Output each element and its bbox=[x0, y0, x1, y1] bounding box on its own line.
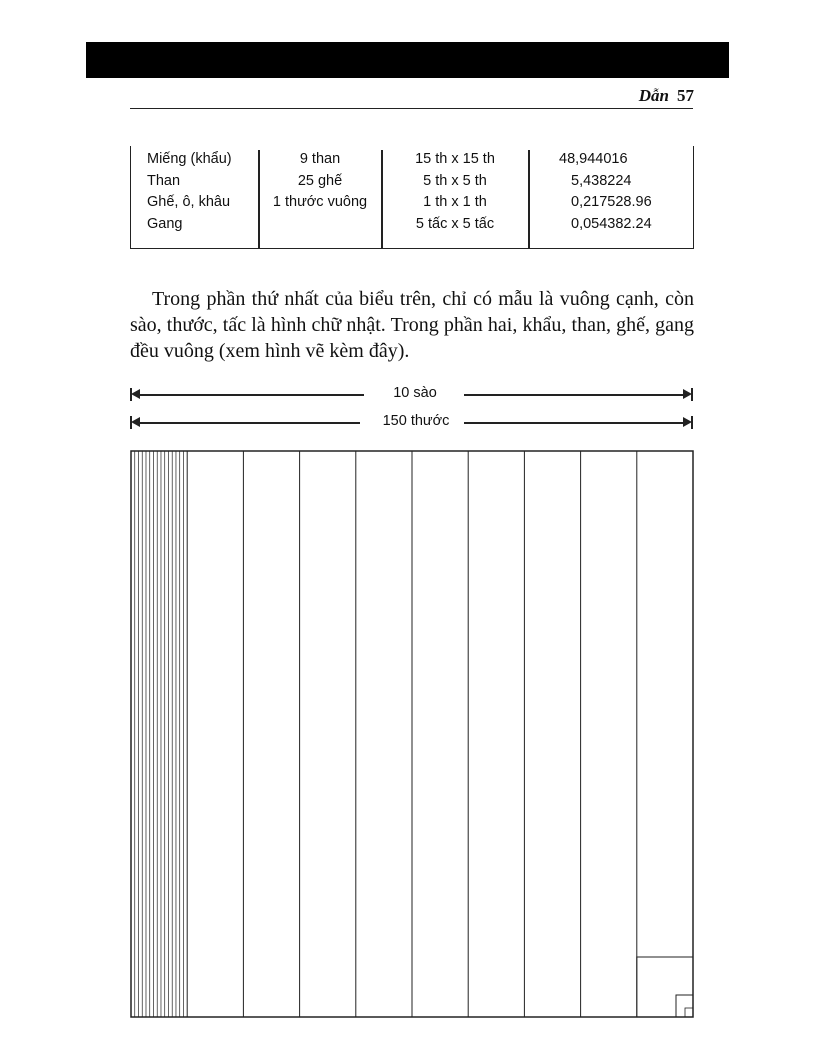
page-number: 57 bbox=[677, 86, 694, 105]
dimension-line bbox=[464, 394, 684, 396]
table-cell: 5,438224 bbox=[571, 172, 632, 189]
paragraph-text: Trong phần thứ nhất của biểu trên, chỉ có mẫu là vuông cạnh, còn sào, thước, tấc là hình chữ nhật. Trong phần hai, khẩu, than, ghế, gang đều vuông (xem hình vẽ kèm đây). bbox=[130, 288, 694, 362]
header-rule bbox=[130, 108, 693, 109]
dimension-label: 150 thước bbox=[382, 413, 450, 429]
header-black-bar bbox=[86, 42, 729, 78]
dimension-line bbox=[464, 422, 684, 424]
body-paragraph bbox=[130, 286, 694, 364]
dimension-10-sao bbox=[130, 385, 693, 405]
table-divider bbox=[528, 150, 530, 248]
dimension-label: 10 sào bbox=[393, 385, 437, 401]
table-cell: Than bbox=[147, 172, 181, 189]
table-column-3 bbox=[382, 146, 528, 248]
table-cell: 1 th x 1 th bbox=[423, 194, 487, 210]
measurement-table bbox=[130, 146, 694, 249]
corner-square bbox=[637, 957, 693, 1017]
table-cell: 0,217528.96 bbox=[571, 194, 652, 210]
table-cell: 1 thước vuông bbox=[272, 194, 368, 210]
table-column-1 bbox=[147, 146, 259, 248]
running-head bbox=[639, 86, 694, 106]
table-cell: 25 ghế bbox=[297, 172, 343, 189]
table-cell: Gang bbox=[147, 215, 183, 232]
table-cell: Miếng (khẩu) bbox=[147, 151, 232, 167]
table-cell: 9 than bbox=[299, 151, 341, 167]
table-cell: 15 th x 15 th bbox=[415, 151, 495, 167]
table-cell: 5 tấc x 5 tấc bbox=[415, 215, 495, 232]
dimension-line bbox=[138, 394, 364, 396]
table-column-2 bbox=[259, 146, 381, 248]
dimension-tick bbox=[691, 416, 693, 429]
corner-small-square bbox=[676, 995, 693, 1017]
running-head-word: Dẫn bbox=[638, 86, 669, 105]
dimension-150-thuoc bbox=[130, 413, 693, 433]
land-division-diagram bbox=[130, 450, 694, 1018]
table-cell: 48,944016 bbox=[559, 151, 628, 167]
corner-tiny-square bbox=[685, 1008, 693, 1017]
table-column-4 bbox=[541, 146, 691, 248]
dimension-line bbox=[138, 422, 360, 424]
dimension-tick bbox=[691, 388, 693, 401]
table-cell: Ghế, ô, khâu bbox=[147, 194, 231, 210]
table-cell: 5 th x 5 th bbox=[423, 172, 487, 189]
table-cell bbox=[259, 214, 381, 236]
table-cell: 0,054382.24 bbox=[571, 215, 652, 232]
